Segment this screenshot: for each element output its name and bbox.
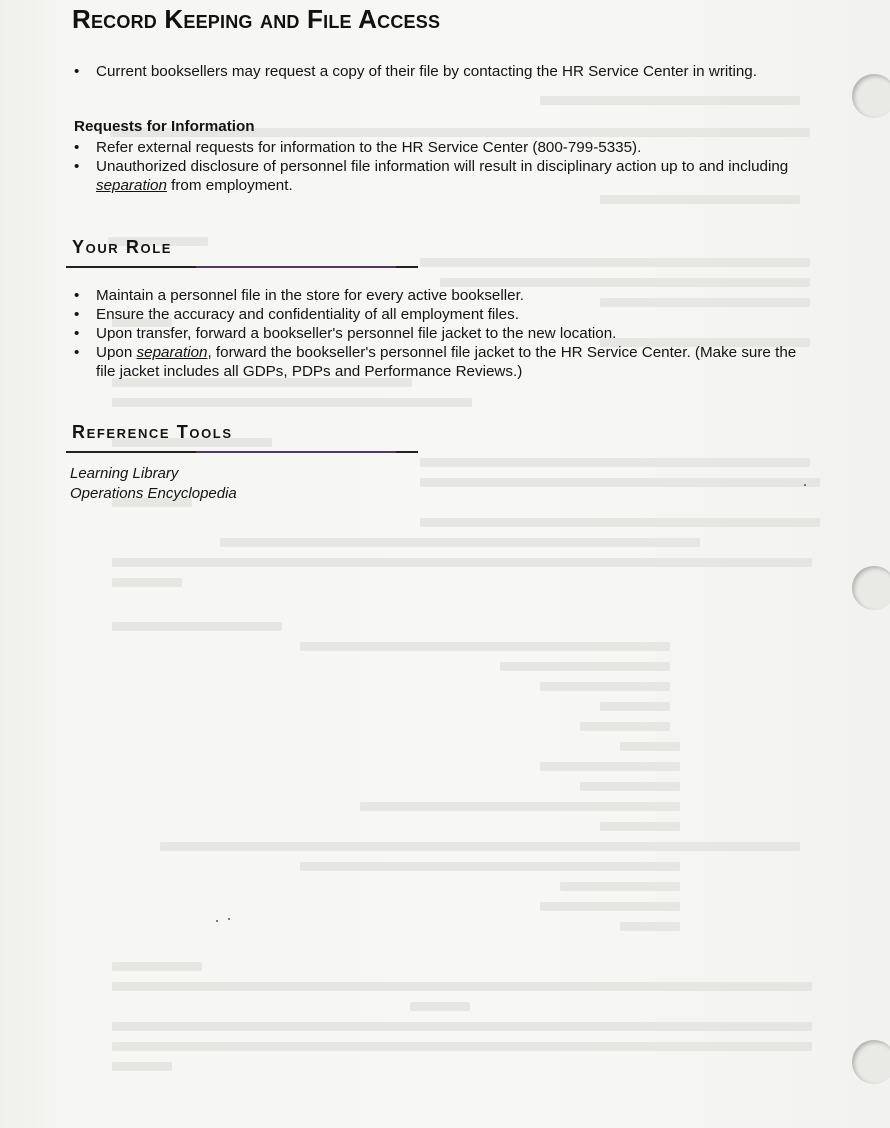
binder-hole-bottom bbox=[852, 1040, 890, 1084]
intro-bullet-list bbox=[72, 62, 812, 81]
reference-tool-learning-library[interactable]: Learning Library bbox=[70, 465, 179, 482]
list-item: • Maintain a personnel file in the store for every active bookseller. bbox=[72, 286, 812, 305]
binder-hole-top bbox=[852, 74, 890, 118]
list-item: • Ensure the accuracy and confidentiality of all employment files. bbox=[72, 305, 812, 324]
list-item: • Current booksellers may request a copy of their file by contacting the HR Service Center in writing. bbox=[72, 62, 812, 81]
your-role-heading: Your Role bbox=[72, 237, 173, 257]
page-title: Record Keeping and File Access bbox=[72, 4, 441, 34]
binder-hole-middle bbox=[852, 566, 890, 610]
separation-link[interactable]: separation bbox=[136, 344, 208, 361]
list-item-text: from employment. bbox=[166, 177, 293, 194]
list-item: • Refer external requests for information to the HR Service Center (800-799-5335). bbox=[72, 138, 812, 157]
separation-link[interactable]: separation bbox=[96, 177, 167, 194]
list-item: • Upon transfer, forward a bookseller's personnel file jacket to the new location. bbox=[72, 324, 812, 343]
reference-tools-divider bbox=[66, 451, 418, 453]
scan-speck bbox=[804, 484, 806, 486]
your-role-bullet-list bbox=[72, 286, 812, 381]
list-item-text: , forward the bookseller's personnel file jacket to the HR Service Center. (Make sure the file jacket includes all GDPs, PDPs and Performance Reviews.) bbox=[96, 344, 797, 380]
scan-speck bbox=[228, 918, 230, 920]
list-item-text: Unauthorized disclosure of personnel file information will result in disciplinary action up to and including bbox=[96, 158, 789, 175]
your-role-divider bbox=[66, 266, 418, 268]
requests-bullet-list bbox=[72, 138, 812, 195]
list-item bbox=[72, 343, 812, 381]
reference-tools-heading: Reference Tools bbox=[72, 422, 233, 442]
list-item bbox=[72, 157, 812, 195]
requests-heading: Requests for Information bbox=[74, 118, 255, 135]
reference-tool-operations-encyclopedia[interactable]: Operations Encyclopedia bbox=[70, 485, 237, 502]
list-item-text: Upon bbox=[96, 344, 137, 361]
scan-speck bbox=[216, 920, 218, 922]
